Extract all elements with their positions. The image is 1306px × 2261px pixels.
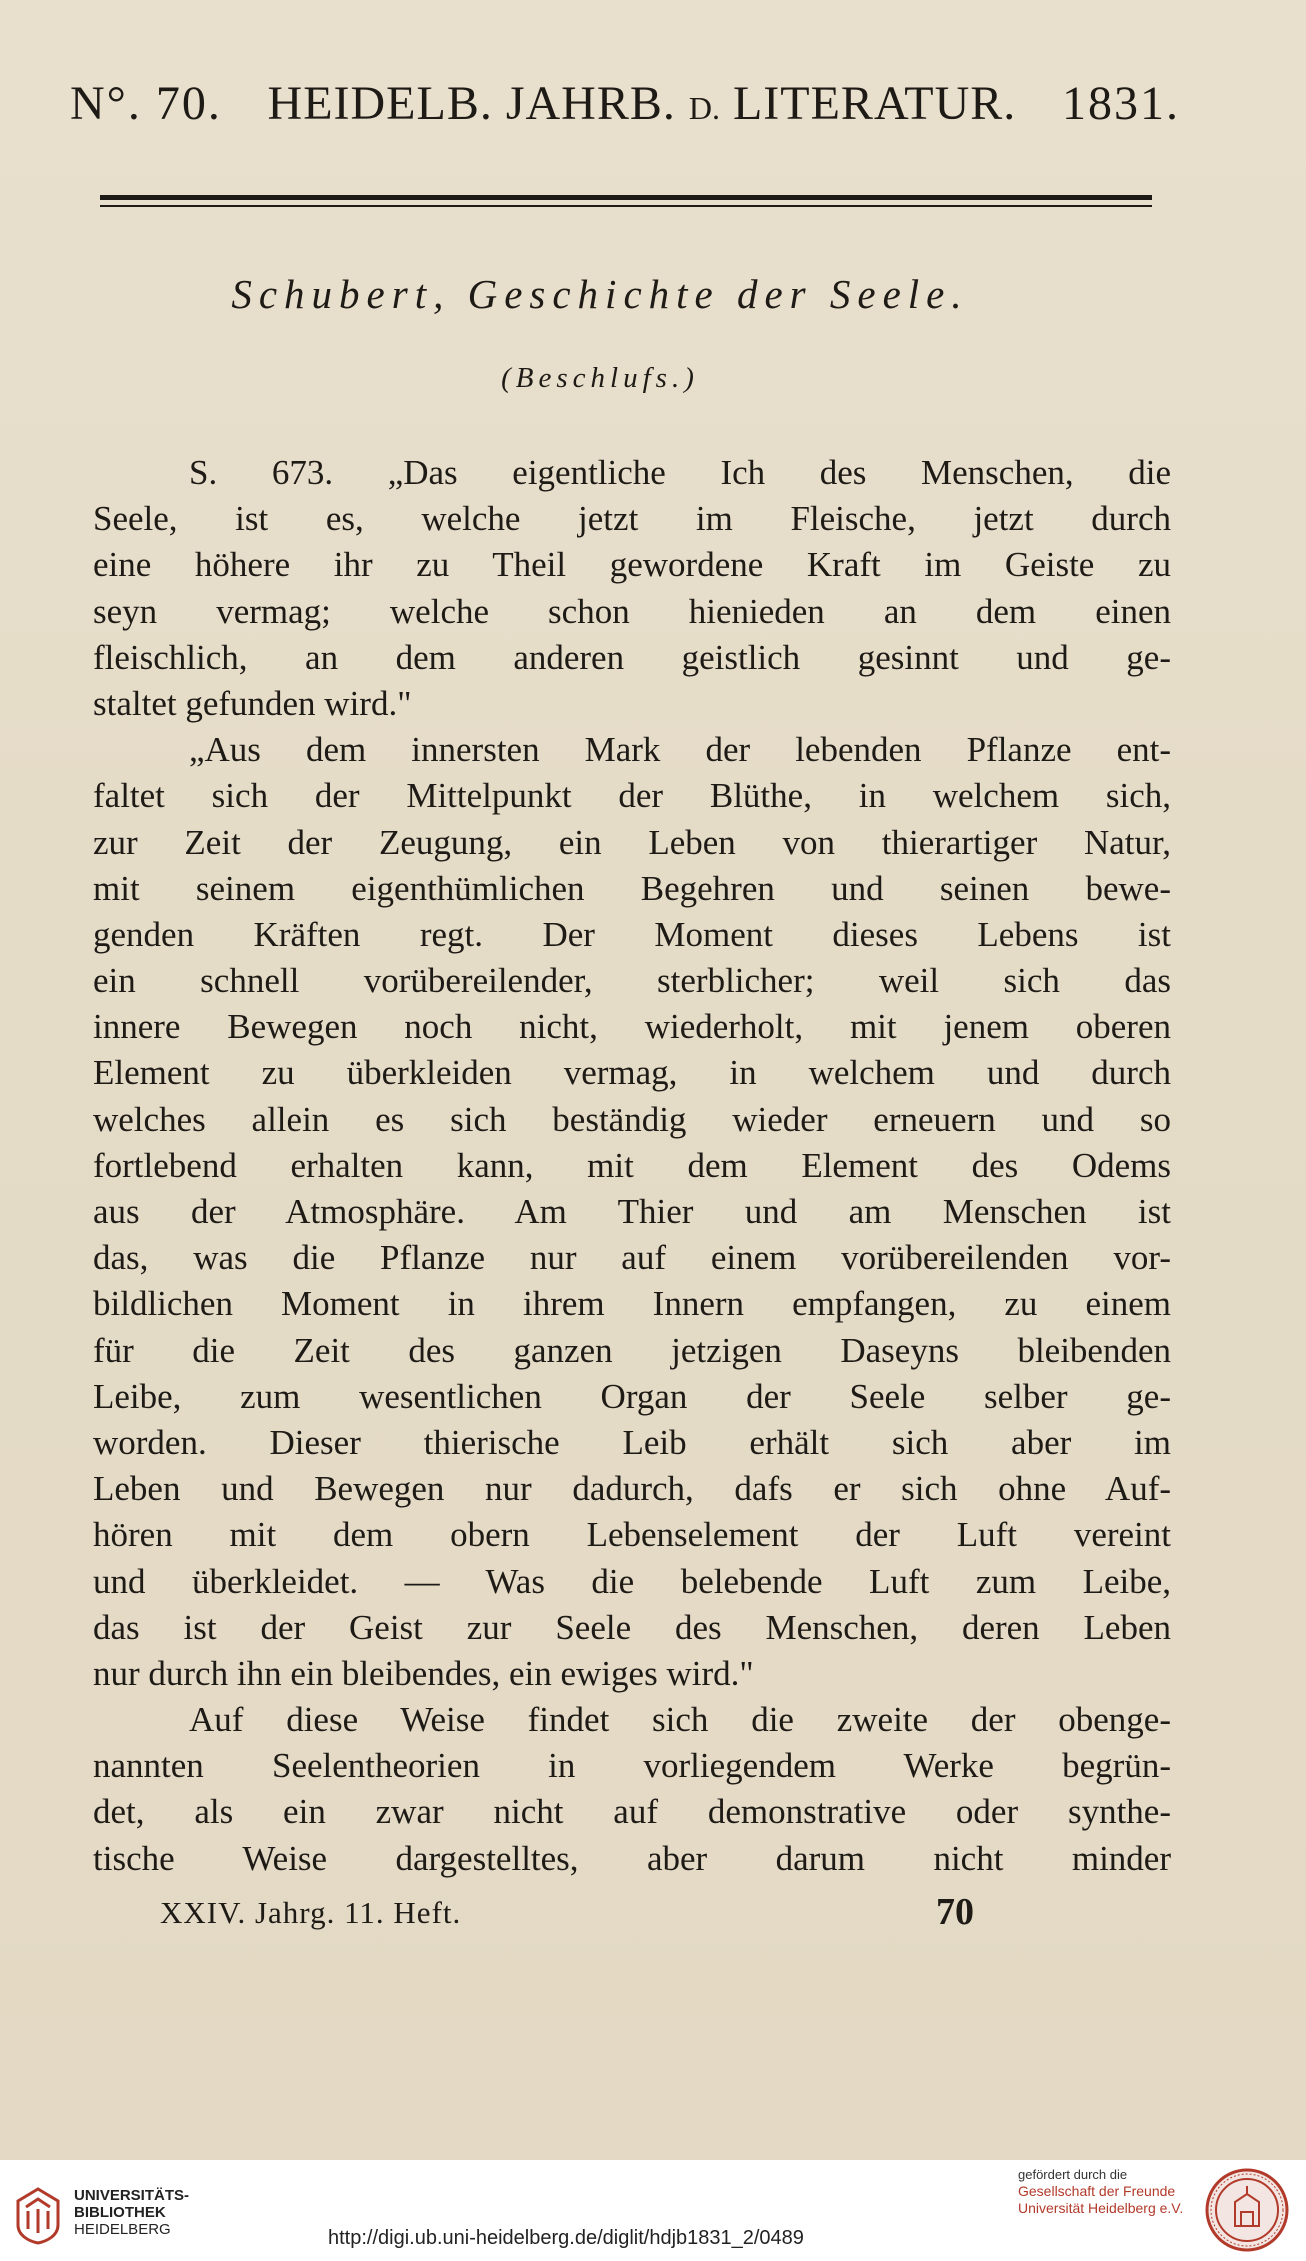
text-line: Leben und Bewegen nur dadurch, dafs er sich ohne Auf- (93, 1469, 1171, 1509)
text-line: genden Kräften regt. Der Moment dieses Lebens ist (93, 914, 1171, 954)
text-line: ein schnell vorübereilender, sterblicher; weil sich das (93, 961, 1171, 1001)
library-name-line1: UNIVERSITÄTS- (74, 2187, 190, 2204)
library-name-line3: HEIDELBERG (74, 2221, 171, 2238)
text-line: fleischlich, an dem anderen geistlich gesinnt und ge- (93, 637, 1171, 677)
running-head (70, 76, 1180, 146)
text-line: S. 673. „Das eigentliche Ich des Menschen, die (189, 453, 1171, 492)
text-line: aus der Atmosphäre. Am Thier und am Menschen ist (93, 1192, 1171, 1231)
sheet-number: 70 (936, 1891, 974, 1933)
header-rule-thin (100, 205, 1152, 207)
text-line: Leibe, zum wesentlichen Organ der Seele selber ge- (93, 1376, 1171, 1416)
text-line: nannten Seelentheorien in vorliegendem Werke begrün- (93, 1746, 1171, 1786)
permalink-url[interactable]: http://digi.ub.uni-heidelberg.de/diglit/hdjb1831_2/0489 (328, 2227, 804, 2249)
article-subtitle: (Beschlufs.) (501, 362, 699, 394)
text-line: tische Weise dargestelltes, aber darum nicht minder (93, 1838, 1171, 1878)
text-line: det, als ein zwar nicht auf demonstrative oder synthe- (93, 1792, 1171, 1832)
sponsor-line3: Universität Heidelberg e.V. (1018, 2200, 1184, 2216)
signature-mark: XXIV. Jahrg. 11. Heft. (160, 1895, 462, 1930)
text-line: hören mit dem obern Lebenselement der Luft vereint (93, 1515, 1171, 1555)
issue-number: N°. 70. (70, 77, 222, 130)
text-line: faltet sich der Mittelpunkt der Blüthe, in welchem sich, (93, 776, 1171, 816)
text-line: seyn vermag; welche schon hienieden an dem einen (93, 591, 1171, 631)
text-line: zur Zeit der Zeugung, ein Leben von thierartiger Natur, (93, 822, 1171, 862)
text-line: bildlichen Moment in ihrem Innern empfangen, zu einem (93, 1284, 1171, 1324)
text-line: nur durch ihn ein bleibendes, ein ewiges wird." (93, 1653, 754, 1693)
text-line: staltet gefunden wird." (93, 683, 412, 723)
text-line: das, was die Pflanze nur auf einem vorübereilenden vor- (93, 1238, 1171, 1278)
text-line: innere Bewegen noch nicht, wiederholt, mit jenem oberen (93, 1007, 1171, 1047)
year: 1831. (1061, 77, 1180, 130)
journal-name-b: LITERATUR. (732, 77, 1017, 130)
university-library-logo-icon (12, 2185, 64, 2245)
body-text (93, 450, 1171, 1882)
text-line: fortlebend erhalten kann, mit dem Element des Odems (93, 1145, 1171, 1185)
text-line: worden. Dieser thierische Leib erhält sich aber im (93, 1422, 1171, 1462)
article-title: Schubert, Geschichte der Seele. (231, 271, 969, 317)
university-library-name (74, 2187, 189, 2238)
sponsor-line2: Gesellschaft der Freunde (1018, 2183, 1176, 2199)
library-name-line2: BIBLIOTHEK (74, 2204, 166, 2221)
text-line: eine höhere ihr zu Theil gewordene Kraft im Geiste zu (93, 545, 1171, 585)
text-line: Element zu überkleiden vermag, in welchem und durch (93, 1053, 1171, 1093)
journal-name-a: HEIDELB. JAHRB. (267, 77, 676, 130)
text-line: Auf diese Weise findet sich die zweite der obenge- (189, 1700, 1171, 1740)
text-line: Seele, ist es, welche jetzt im Fleische, jetzt durch (93, 499, 1171, 539)
journal-name-d: D. (688, 90, 720, 126)
text-line: das ist der Geist zur Seele des Menschen, deren Leben (93, 1607, 1171, 1647)
header-rule-thick (100, 195, 1152, 200)
text-line: mit seinem eigenthümlichen Begehren und seinen bewe- (93, 868, 1171, 908)
text-line: für die Zeit des ganzen jetzigen Daseyns bleibenden (93, 1330, 1171, 1370)
university-seal-icon (1205, 2168, 1289, 2252)
sponsor-text (1018, 2166, 1183, 2217)
text-line: und überkleidet. — Was die belebende Luft zum Leibe, (93, 1561, 1171, 1601)
journal-name (268, 76, 1017, 131)
text-line: welches allein es sich beständig wieder erneuern und so (93, 1099, 1171, 1139)
text-line: „Aus dem innersten Mark der lebenden Pflanze ent- (189, 730, 1171, 770)
sponsor-line1: gefördert durch die (1018, 2167, 1128, 2182)
